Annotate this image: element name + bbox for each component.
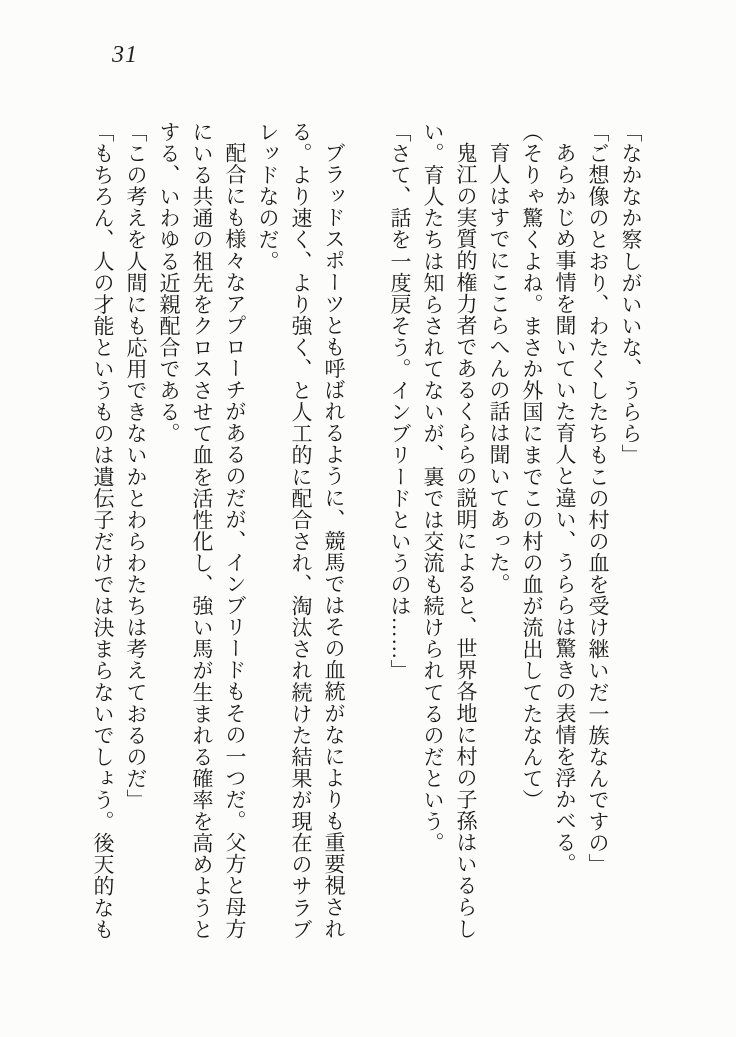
paragraph: 「ご想像のとおり、わたくしたちもこの村の血を受け継いだ一族なんですの」 — [586, 121, 610, 876]
vertical-text-block — [85, 121, 647, 942]
paragraph: 「この考えを人間にも応用できないかとわらわたちは考えておるのだ」 — [124, 121, 148, 811]
paragraph: 鬼江の実質的権力者であるくららの説明によると、世界各地に村の子孫はいるらしい。育人たちは知らされてないが、裏では交流も続けられてるのだという。 — [421, 121, 478, 940]
paragraph: 「さて、話を一度戻そう。インブリードというのは……」 — [388, 121, 412, 682]
paragraph: ブラッドスポーツとも呼ばれるように、競馬ではその血統がなによりも重要視される。より速く、より強く、と人工的に配合され、淘汰され続けた結果が現在のサラブレッドなのだ。 — [256, 121, 346, 940]
paragraph: 育人はすでにここらへんの話は聞いてあった。 — [487, 142, 511, 595]
paragraph: 配合にも様々なアプローチがあるのだが、インブリードもその一つだ。父方と母方にいる共通の祖先をクロスさせて血を活性化し、強い馬が生まれる確率を高めようとする、いわゆる近親配合である。 — [157, 121, 247, 940]
paragraph: （そりゃ驚くよね。まさか外国にまでこの村の血が流出してたなんて） — [520, 121, 544, 811]
paragraph: 「なかなか察しがいいな、うらら」 — [619, 121, 643, 466]
paragraph: 「もちろん、人の才能というものは遺伝子だけでは決まらないでしょう。後天的なも — [91, 121, 115, 940]
page-number: 31 — [112, 42, 138, 68]
paragraph: あらかじめ事情を聞いていた育人と違い、うららは驚きの表情を浮かべる。 — [553, 142, 577, 875]
paragraph — [350, 121, 383, 942]
